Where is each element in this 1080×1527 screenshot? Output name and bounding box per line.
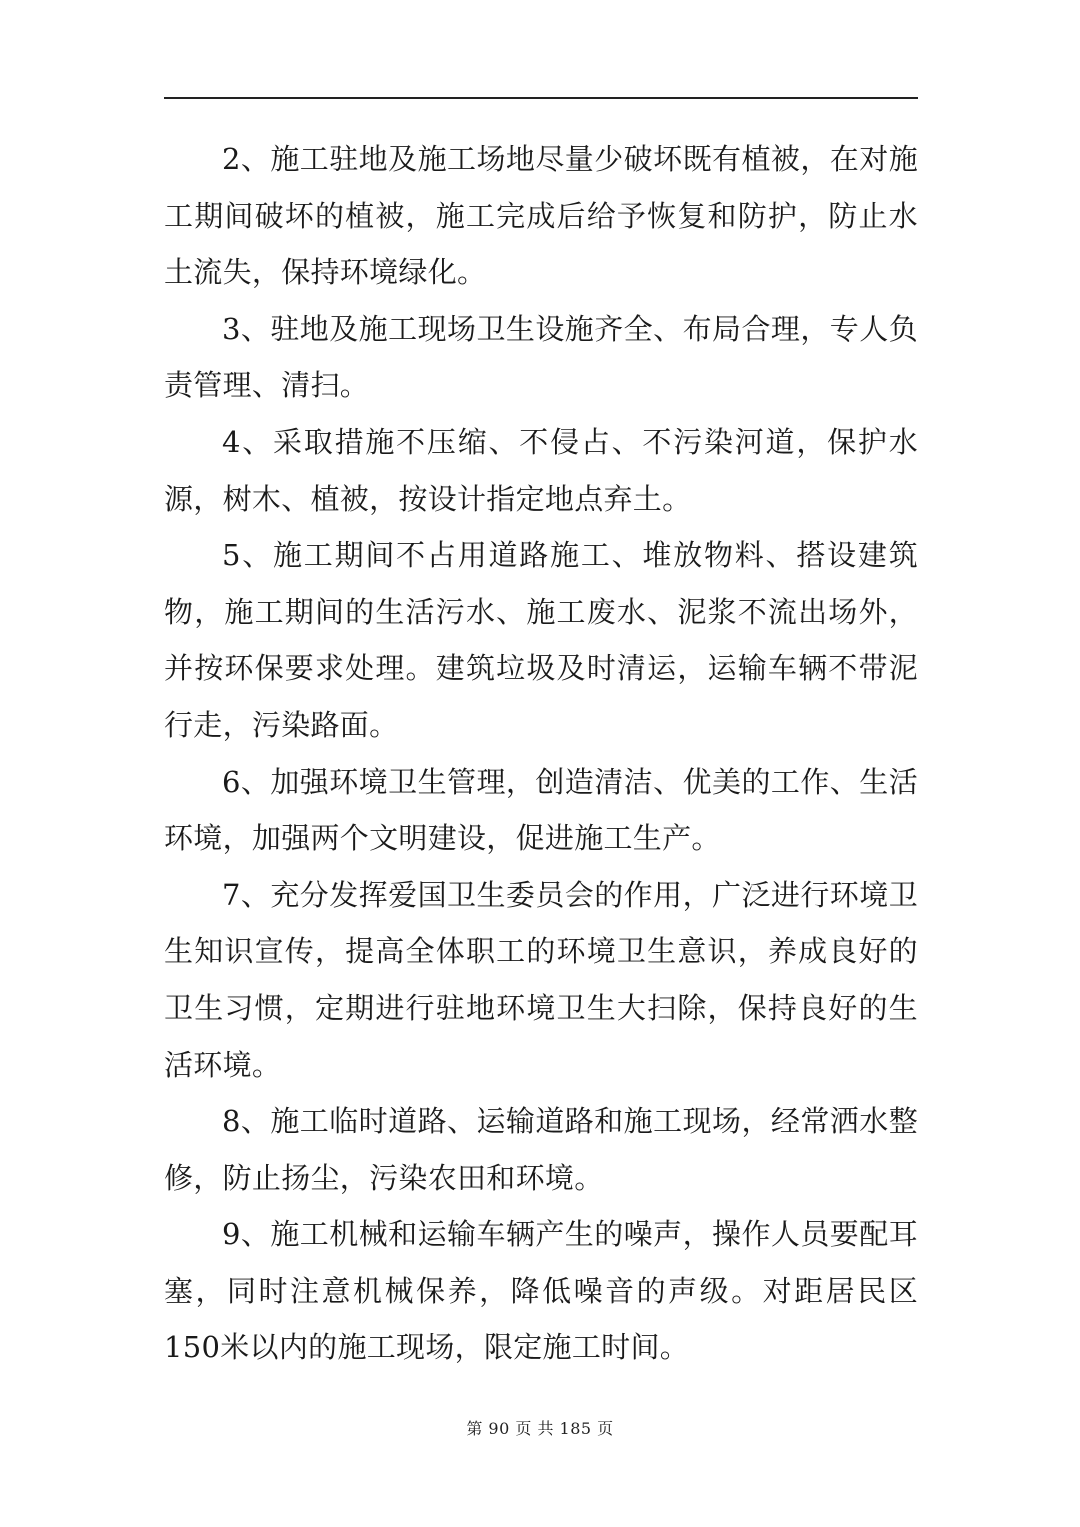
header-rule [164,97,918,99]
paragraph-item-8: 8、施工临时道路、运输道路和施工现场，经常洒水整修，防止扬尘，污染农田和环境。 [164,1104,918,1195]
paragraph-item-2: 2、施工驻地及施工场地尽量少破坏既有植被，在对施工期间破坏的植被，施工完成后给予恢复和防护，防止水土流失，保持环境绿化。 [164,142,918,290]
page-number-footer: 第 90 页 共 185 页 [466,1419,614,1438]
paragraph-item-5: 5、施工期间不占用道路施工、堆放物料、搭设建筑物，施工期间的生活污水、施工废水、泥浆不流出场外，并按环保要求处理。建筑垃圾及时清运，运输车辆不带泥行走，污染路面。 [164,538,918,742]
paragraph-item-4: 4、采取措施不压缩、不侵占、不污染河道，保护水源，树木、植被，按设计指定地点弃土。 [164,424,918,516]
paragraph-item-6: 6、加强环境卫生管理，创造清洁、优美的工作、生活环境，加强两个文明建设，促进施工生产。 [164,764,918,856]
paragraph-item-7: 7、充分发挥爱国卫生委员会的作用，广泛进行环境卫生知识宣传，提高全体职工的环境卫生意识，养成良好的卫生习惯，定期进行驻地环境卫生大扫除，保持良好的生活环境。 [164,877,918,1082]
paragraph-item-3: 3、驻地及施工现场卫生设施齐全、布局合理，专人负责管理、清扫。 [164,311,918,403]
paragraph-item-9: 9、施工机械和运输车辆产生的噪声，操作人员要配耳塞，同时注意机械保养，降低噪音的声级。对距居民区 150米以内的施工现场，限定施工时间。 [164,1217,918,1365]
document-body [164,131,918,1376]
